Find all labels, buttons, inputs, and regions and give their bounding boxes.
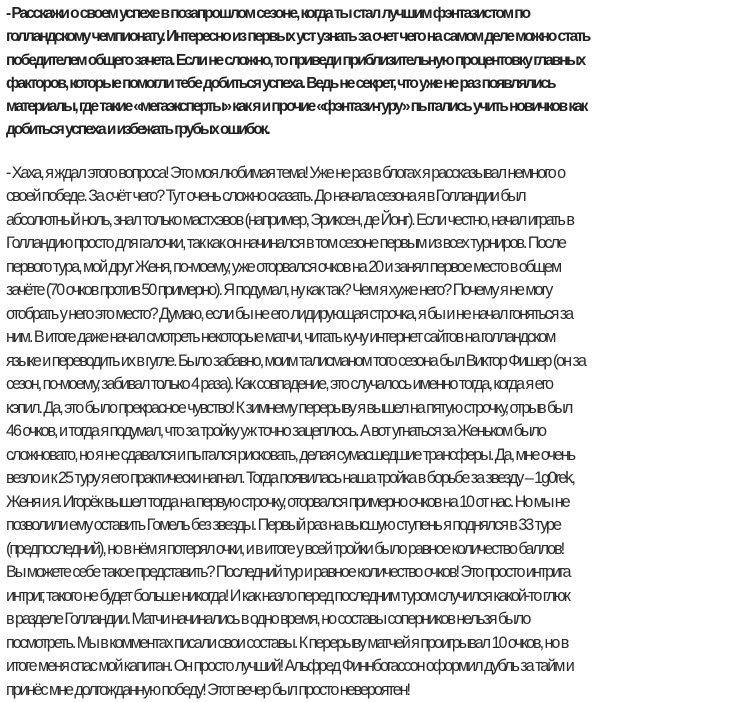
answer-line: итоге меня спас мой капитан. Он просто лучший! Альфред Финнбогассон оформил дубль за тайм и	[6, 657, 573, 676]
answer-line: в разделе Голландии. Матчи начинались в одно время, но составы соперников нельзя было	[6, 610, 530, 629]
answer-line: Женя и я. Игорёк вышел тогда на первую строчку, оторвался примерно очков на 10 от нас. Но мы не	[6, 492, 569, 511]
answer-line: - Хаха, я ждал этого вопроса! Это моя любимая тема! Уже не раз в блогах я рассказывал немного о	[6, 163, 565, 182]
question-line: материалы, где такие «мегаэксперты» как я и прочие «фэнтази-гуру» пытались учить новичков как	[6, 98, 587, 116]
answer-line: интриг, такого не будет больше никогда! И как назло перед последним туром случился какой-то глюк	[6, 586, 569, 605]
answer-line: отобрать у него это место? Думаю, если бы не его лидирующая строчка, я бы и не начал гоняться за	[6, 304, 573, 323]
question-line: факторов, которые помогли тебе добиться успеха. Ведь не секрет, что уже не раз появлялись	[6, 74, 555, 92]
answer-line: ним. В итоге даже начал смотреть некоторые матчи, читать кучу интернет сайтов на голландском	[6, 328, 555, 347]
answer-line: посмотреть. Мы в комментах писали свои составы. К перерыву матчей я проигрывал 10 очков, но в	[6, 633, 568, 652]
answer-line: везло и к 25 туру я его практически нагнал. Тогда появилась наша тройка в борьбе за звезду – 1g0rek,	[6, 469, 574, 488]
answer-line: зачёте (70 очков против 50 примерно). Я подумал, ну как так? Чем я хуже него? Почему я не могу	[6, 281, 552, 300]
interview-question	[6, 2, 730, 142]
question-line: победителем общего зачета. Если не сложно, то приведи приблизительную процентовку главных	[6, 51, 585, 69]
answer-line: позволили ему оставить Гомель без звезды. Первый раз на высшую ступень я поднялся в 33 туре	[6, 516, 560, 535]
answer-line: принёс мне долгожданную победу! Этот вечер был просто невероятен!	[6, 680, 409, 699]
answer-line: языке и переводить их в гугле. Было забавно, моим талисманом того сезона был Виктор Фишер (он за	[6, 351, 585, 370]
answer-line: первого тура, мой друг Женя, по-моему, уже оторвался очков на 20 и занял первое место в общем	[6, 257, 561, 276]
answer-line: абсолютный ноль, знал только мастхэвов (например, Эриксен, де Йонг). Если честно, начал играть в	[6, 210, 573, 229]
answer-line: своей победе. За счёт чего? Тут очень сложно сказать. До начала сезона я в Голландии был	[6, 187, 525, 206]
answer-line: 46 очков, и тогда я подумал, что за тройку уж точно зацеплюсь. А вот угнаться за Женьком было	[6, 422, 545, 441]
answer-line: Вы можете себе такое представить? Последний тур и равное количество очков! Это просто интрига	[6, 563, 570, 582]
answer-line: сложновато, но я не сдавался и пытался рисковать, делая сумасшедшие трансферы. Да, мне очень	[6, 445, 575, 464]
answer-line: Голландию просто для галочки, так как он начинался в том сезоне первым из всех турниров. После	[6, 234, 565, 253]
question-line: голландскому чемпионату. Интересно из первых уст узнать за счет чего на самом деле можно стать	[6, 28, 590, 46]
answer-line: кэпил. Да, это было прекрасное чувство! К зимнему перерыву я вышел на пятую строчку, отрыв был	[6, 398, 572, 417]
answer-line: сезон, по-моему, забивал только 4 раза). Как совпадение, это случалось именно тогда, когда я его	[6, 375, 553, 394]
question-line: - Расскажи о своем успехе в позапрошлом сезоне, когда ты стал лучшим фэнтазистом по	[6, 5, 530, 22]
interview-answer	[6, 162, 730, 702]
answer-line: (предпоследний), но в нём я потерял очки, и в итоге у всей тройки было равное количество баллов!	[6, 539, 564, 558]
question-line: добиться успеха и избежать грубых ошибок.	[6, 121, 269, 139]
